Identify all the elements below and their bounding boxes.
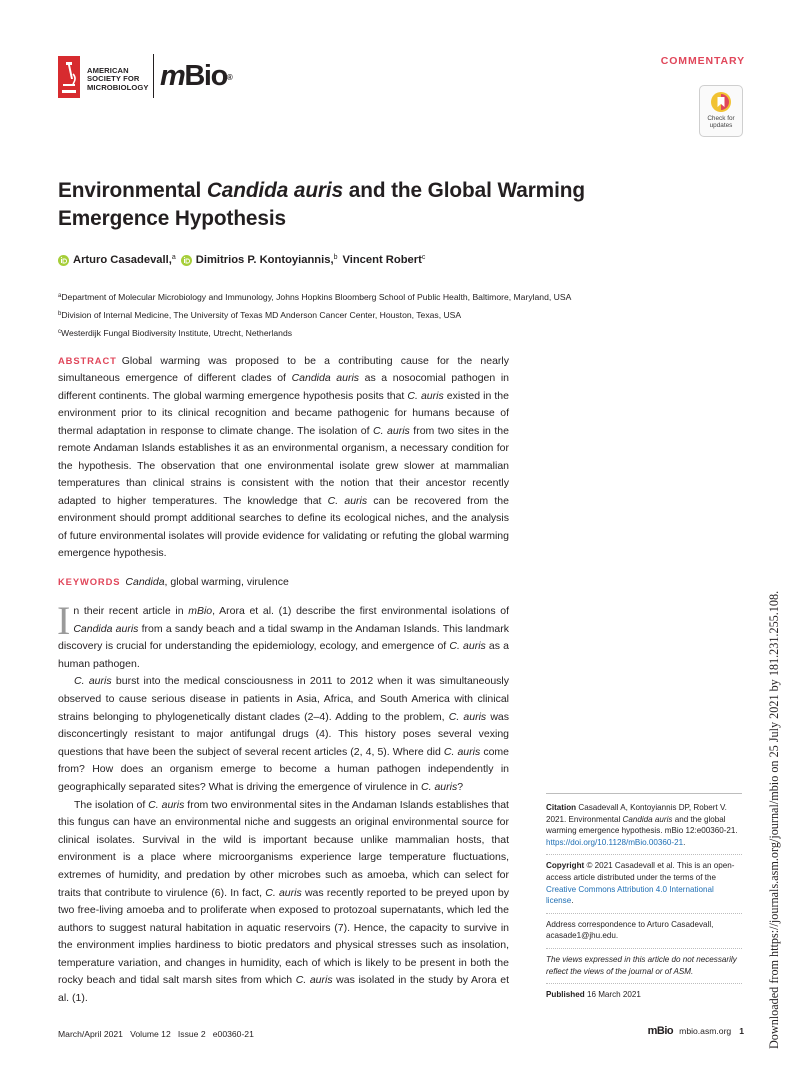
italic-text: C. auris xyxy=(373,424,410,437)
body-paragraph xyxy=(58,797,509,1008)
affiliations xyxy=(58,289,571,343)
text-run: , global warming, virulence xyxy=(164,576,289,588)
italic-text: C. auris xyxy=(449,640,486,653)
abstract-text xyxy=(58,355,509,559)
keywords-label: KEYWORDS xyxy=(58,576,121,587)
orcid-icon[interactable] xyxy=(58,255,69,266)
text-run: The isolation of xyxy=(74,798,149,811)
italic-text: C. auris xyxy=(448,710,487,723)
text-run: from two sites in the remote Andaman Islands establishes it as an environmental organism, a necessary condition for the hypothesis. The observation that one environmental isolate grew slower at mammalian temperatures than clinical strains is consistent with the notion that their ancestor recently adapted to higher temperatures. The knowledge that xyxy=(58,424,509,507)
text-run: as a human pathogen. xyxy=(58,640,509,670)
keywords xyxy=(58,576,289,588)
author-name[interactable]: Dimitrios P. Kontoyiannis,$^b$ xyxy=(195,254,338,266)
footer-mbio-logo: mBio xyxy=(647,1025,674,1037)
check-for-updates-button[interactable] xyxy=(699,85,743,137)
body-paragraph xyxy=(58,673,509,796)
author-list xyxy=(58,254,430,266)
issue-info: March/April 2021 Volume 12 Issue 2 e00360-21 xyxy=(58,1029,254,1039)
abstract xyxy=(58,352,509,562)
italic-text: Candida auris xyxy=(291,372,360,385)
footer-journal xyxy=(612,1025,744,1037)
italic-text: C. auris xyxy=(407,389,444,402)
author-name[interactable]: Arturo Casadevall,$^a$ xyxy=(73,254,176,266)
copyright: Copyright © 2021 Casadevall et al. This is an open-access article distributed under the terms of the Creative Commons Attribution 4.0 International license. xyxy=(546,854,742,906)
body-paragraph xyxy=(57,598,509,673)
article-type: COMMENTARY xyxy=(660,55,745,67)
text-run: from a sandy beach and a tidal swamp in the Andaman Islands. This landmark discovery is crucial for understanding the epidemiology, ecology, and emergence of xyxy=(58,622,509,653)
text-run: come from? How does an organism emerge to become a human pathogen independently in geographically separated sites? What is driving the emergence of virulence in xyxy=(58,745,509,793)
text-run: Global warming was proposed to be a contributing cause for the nearly simultaneous emergence of different clades of xyxy=(58,355,509,385)
affiliation-item: $^a$Department of Molecular Microbiology and Immunology, Johns Hopkins Bloomberg School of Public Health, Baltimore, Maryland, USA xyxy=(58,292,572,302)
doi-link[interactable]: https://doi.org/10.1128/mBio.00360-21 xyxy=(546,837,684,847)
italic-text: mBio xyxy=(188,605,213,617)
disclaimer: The views expressed in this article do not necessarily reflect the views of the journal or of ASM. xyxy=(546,948,742,977)
journal-site-link[interactable]: mbio.asm.org xyxy=(679,1026,732,1036)
text-run: , Arora et al. (1) describe the first environmental isolations of xyxy=(212,605,509,617)
italic-text: C. auris xyxy=(327,494,368,507)
italic-text: C. auris xyxy=(421,780,458,793)
text-run: as a nosocomial pathogen in different continents. The global warming emergence hypothesis posits that xyxy=(58,372,509,402)
text-run: n their recent article in xyxy=(73,605,189,617)
license-link[interactable]: Creative Commons Attribution 4.0 International license xyxy=(546,884,714,906)
text-run: was recently reported to be preyed upon by two free-living amoeba and to proliferate when exposed to protozoal supernatants, which led the authors to suggest natural habitation in aquatic reservoirs (7). Hence, the capacity to survive in the environment implies hardiness to biotic predators and physical stresses such as insolation, temperature variation, and changes in humidity, each of which is likely to be present in both the rocky beach and tidal salt marsh sites from which xyxy=(58,886,510,987)
article-info-sidebar xyxy=(546,793,742,1007)
keywords-text xyxy=(125,576,288,588)
text-run: ? xyxy=(457,780,464,793)
download-note: Downloaded from https://journals.asm.org/journal/mbio on 25 July 2021 by 181.231.255.108. xyxy=(767,590,781,1049)
mbio-logo: mBio® xyxy=(160,60,233,92)
text-run: existed in the environment prior to its clinical recognition and became pathogenic for humans because of thermal adaptation in response to climate change. The isolation of xyxy=(58,389,509,437)
text-run: from two environmental sites in the Andaman Islands establishes that this fungus can have an environmental niche and suggests an original environmental source for clinical isolates. Survival in the wild is important because unlike mammalian hosts, that environment is a place where microorganisms experience large temperature fluctuations, extremes of humidity, and predation by other microbes such as amoeba, which can select for traits that contribute to virulence (6). In fact, xyxy=(58,798,509,899)
drop-cap: I xyxy=(57,598,71,643)
affiliation-item: $^c$Westerdijk Fungal Biodiversity Institute, Utrecht, Netherlands xyxy=(58,328,293,338)
check-updates-label: Check for updates xyxy=(707,115,735,129)
text-run: can be recovered from the environment should prompt additional searches to define its ecological niches, and the analysis of future environmental isolates will provide evidence for validating or refuting the global warming emergence hypothesis. xyxy=(58,494,509,559)
abstract-label: ABSTRACT xyxy=(58,355,117,366)
orcid-icon[interactable] xyxy=(181,255,192,266)
italic-text: Candida auris xyxy=(73,622,139,635)
article-body xyxy=(57,598,510,1008)
asm-microscope-icon xyxy=(58,56,80,98)
author-name[interactable]: Vincent Robert$^c$ xyxy=(342,254,426,266)
italic-text: C. auris xyxy=(443,745,481,758)
citation: Citation Casadevall A, Kontoyiannis DP, Robert V. 2021. Environmental Candida auris and the global warming emergence hypothesis. mBio 12:e00360-21. https://doi.org/10.1128/mBio.00360-21. xyxy=(546,803,738,847)
italic-text: C. auris xyxy=(295,974,333,987)
published-date: Published 16 March 2021 xyxy=(546,983,742,1001)
text-run: burst into the medical consciousness in 2011 to 2012 when it was simultaneously observed to cause serious disease in patients in Asia, Africa, and South America with clinical strains belonging to phylogenetically distant clades (2–4). Adding to the problem, xyxy=(58,675,509,723)
page-number: 1 xyxy=(739,1026,744,1036)
text-run: was disconcertingly resistant to major antifungal drugs (4). This history poses several vexing questions that have been the subject of several recent articles (2, 4, 5). Where did xyxy=(58,710,509,758)
asm-wordmark: AMERICAN SOCIETY FOR MICROBIOLOGY xyxy=(87,66,149,92)
italic-text: C. auris xyxy=(265,886,302,899)
article-title: Environmental Candida auris and the Global Warming Emergence Hypothesis xyxy=(58,179,585,230)
italic-text: Candida xyxy=(125,576,165,588)
logo-divider xyxy=(153,54,154,98)
affiliation-item: $^b$Division of Internal Medicine, The University of Texas MD Anderson Cancer Center, Houston, Texas, USA xyxy=(58,310,462,320)
asm-logo xyxy=(58,56,150,98)
italic-text: C. auris xyxy=(148,798,185,811)
bookmark-update-icon xyxy=(710,91,732,113)
correspondence: Address correspondence to Arturo Casadevall, acasade1@jhu.edu. xyxy=(546,913,742,942)
italic-text: C. auris xyxy=(74,675,112,688)
text-run: was isolated in the study by Arora et al. (1). xyxy=(58,974,509,1005)
